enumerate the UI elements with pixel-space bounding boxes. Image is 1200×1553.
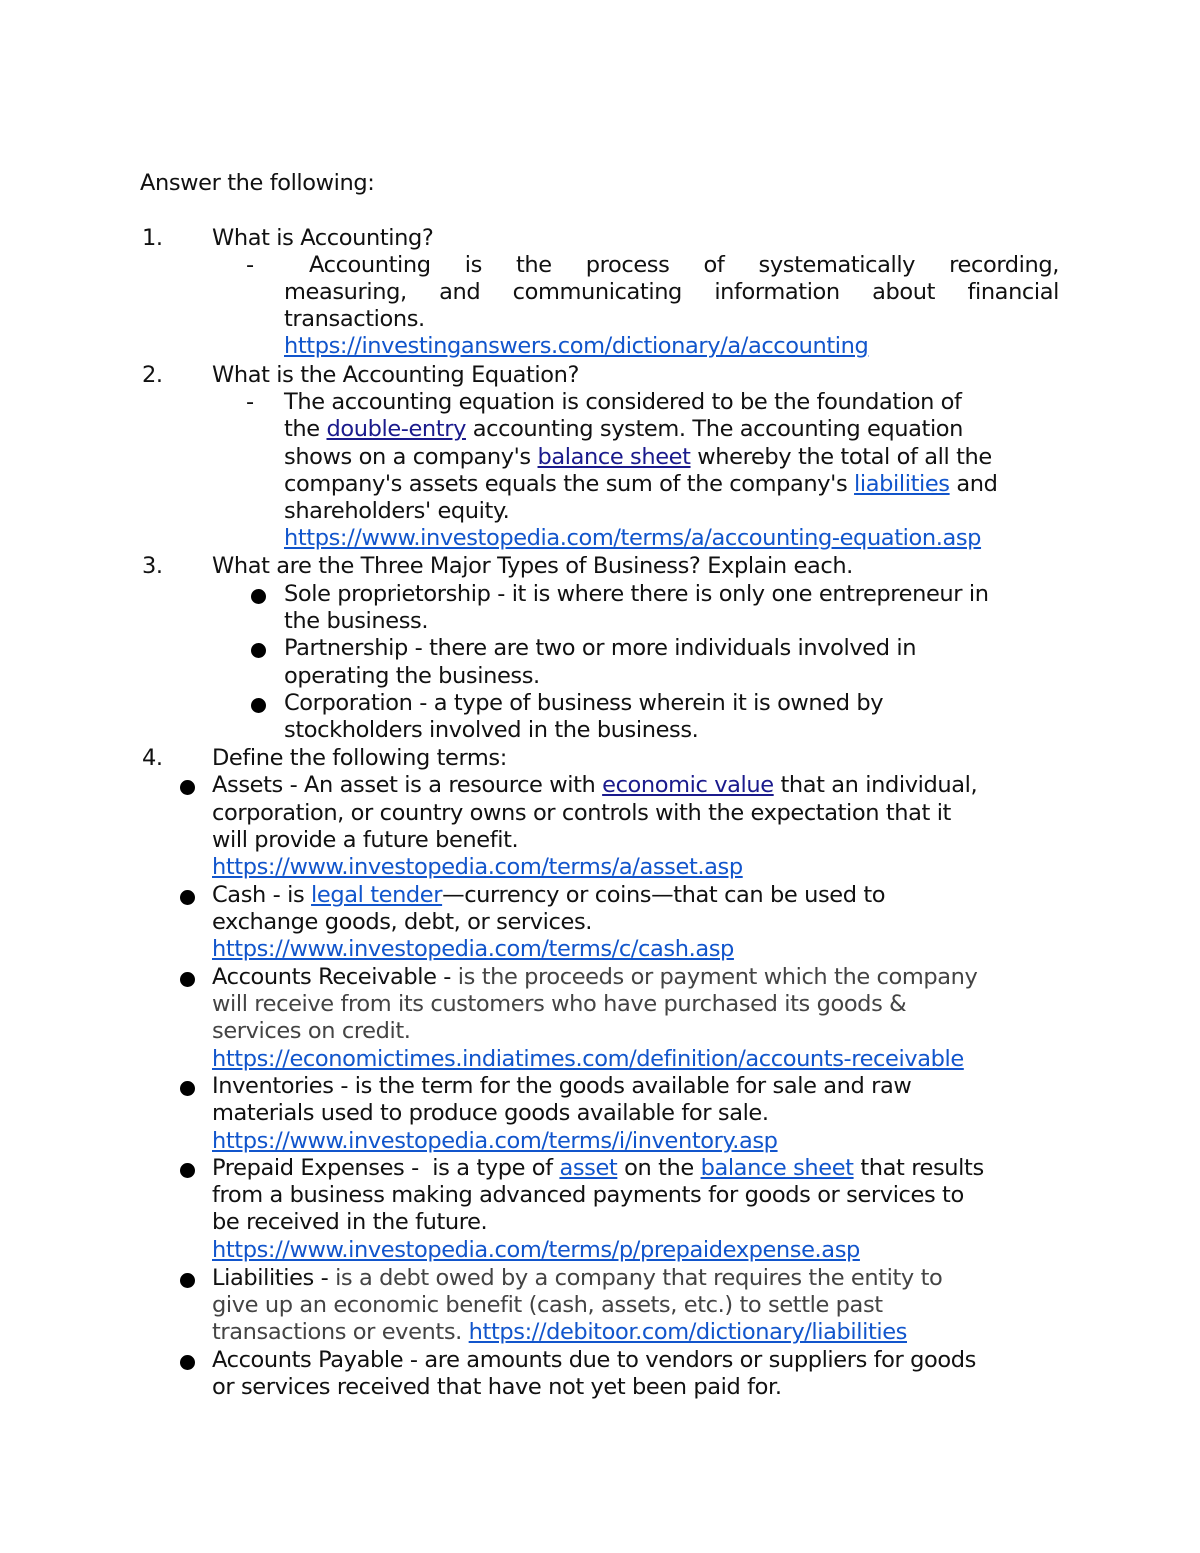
term-prepaid-line2: from a business making advanced payments for goods or services to	[212, 1182, 964, 1208]
q2-answer-line1: The accounting equation is considered to be the foundation of	[284, 389, 962, 415]
bullet-icon	[251, 589, 266, 604]
q1-source-link[interactable]: https://investinganswers.com/dictionary/a/accounting	[284, 333, 869, 359]
term-prepaid-line3: be received in the future.	[212, 1209, 488, 1235]
term-prepaid-line1: Prepaid Expenses - is a type of asset on the balance sheet that results	[212, 1155, 984, 1181]
term-liabilities-line3: transactions or events. https://debitoor.com/dictionary/liabilities	[212, 1319, 907, 1345]
bullet-icon	[180, 972, 195, 987]
term-cash-line1: Cash - is legal tender—currency or coins—that can be used to	[212, 882, 886, 908]
term-ar-line1: Accounts Receivable - is the proceeds or payment which the company	[212, 964, 978, 990]
q3-question: What are the Three Major Types of Business? Explain each.	[212, 553, 853, 579]
q4-question: Define the following terms:	[212, 745, 507, 771]
bullet-icon	[180, 1273, 195, 1288]
bullet-icon	[180, 780, 195, 795]
term-ar-line2: will receive from its customers who have purchased its goods &	[212, 991, 907, 1017]
asset-link[interactable]: asset	[559, 1155, 618, 1181]
q2-number: 2.	[142, 362, 163, 388]
balance-sheet-link[interactable]: balance sheet	[537, 444, 691, 470]
q2-answer-line3: shows on a company's balance sheet whereby the total of all the	[284, 444, 992, 470]
term-assets-line2: corporation, or country owns or controls with the expectation that it	[212, 800, 951, 826]
liabilities-source-link[interactable]: https://debitoor.com/dictionary/liabilities	[468, 1319, 907, 1345]
inventories-source-link[interactable]: https://www.investopedia.com/terms/i/inventory.asp	[212, 1128, 778, 1154]
term-liabilities-line1: Liabilities - is a debt owed by a company that requires the entity to	[212, 1265, 943, 1291]
business-type-sole-line1: Sole proprietorship - it is where there is only one entrepreneur in	[284, 581, 989, 607]
q2-answer-line4: company's assets equals the sum of the company's liabilities and	[284, 471, 998, 497]
q2-source-link[interactable]: https://www.investopedia.com/terms/a/accounting-equation.asp	[284, 525, 982, 551]
q4-number: 4.	[142, 745, 163, 771]
q2-answer-line5: shareholders' equity.	[284, 498, 510, 524]
bullet-icon	[251, 643, 266, 658]
intro-heading: Answer the following:	[140, 170, 375, 196]
q2-dash: -	[246, 389, 254, 415]
q1-answer-line3: transactions.	[284, 306, 425, 332]
ar-source-link[interactable]: https://economictimes.indiatimes.com/definition/accounts-receivable	[212, 1046, 964, 1072]
bullet-icon	[180, 1163, 195, 1178]
assets-source-link[interactable]: https://www.investopedia.com/terms/a/asset.asp	[212, 854, 743, 880]
term-assets-line3: will provide a future benefit.	[212, 827, 519, 853]
prepaid-source-link[interactable]: https://www.investopedia.com/terms/p/prepaidexpense.asp	[212, 1237, 860, 1263]
term-assets-line1: Assets - An asset is a resource with economic value that an individual,	[212, 772, 978, 798]
economic-value-link[interactable]: economic value	[602, 772, 774, 798]
q1-dash: -	[246, 252, 254, 278]
legal-tender-link[interactable]: legal tender	[311, 882, 443, 908]
double-entry-link[interactable]: double-entry	[326, 416, 466, 442]
term-ap-line2: or services received that have not yet been paid for.	[212, 1374, 782, 1400]
q2-question: What is the Accounting Equation?	[212, 362, 580, 388]
bullet-icon	[251, 698, 266, 713]
prepaid-balance-sheet-link[interactable]: balance sheet	[700, 1155, 854, 1181]
bullet-icon	[180, 1355, 195, 1370]
q1-answer-line2: measuring, and communicating information about financial	[284, 279, 1059, 305]
business-type-sole-line2: the business.	[284, 608, 429, 634]
term-liabilities-line2: give up an economic benefit (cash, assets, etc.) to settle past	[212, 1292, 883, 1318]
q1-question: What is Accounting?	[212, 225, 434, 251]
business-type-corporation-line2: stockholders involved in the business.	[284, 717, 699, 743]
bullet-icon	[180, 1081, 195, 1096]
business-type-partnership-line2: operating the business.	[284, 663, 540, 689]
business-type-partnership-line1: Partnership - there are two or more individuals involved in	[284, 635, 917, 661]
q1-answer-line1: Accounting is the process of systematically recording,	[309, 252, 1059, 278]
q3-number: 3.	[142, 553, 163, 579]
bullet-icon	[180, 890, 195, 905]
liabilities-link[interactable]: liabilities	[854, 471, 950, 497]
term-inventories-line1: Inventories - is the term for the goods available for sale and raw	[212, 1073, 912, 1099]
cash-source-link[interactable]: https://www.investopedia.com/terms/c/cash.asp	[212, 936, 734, 962]
term-ap-line1: Accounts Payable - are amounts due to vendors or suppliers for goods	[212, 1347, 976, 1373]
term-ar-line3: services on credit.	[212, 1018, 411, 1044]
business-type-corporation-line1: Corporation - a type of business wherein it is owned by	[284, 690, 884, 716]
term-cash-line2: exchange goods, debt, or services.	[212, 909, 593, 935]
term-inventories-line2: materials used to produce goods available for sale.	[212, 1100, 769, 1126]
q1-number: 1.	[142, 225, 163, 251]
q2-answer-line2: the double-entry accounting system. The accounting equation	[284, 416, 964, 442]
